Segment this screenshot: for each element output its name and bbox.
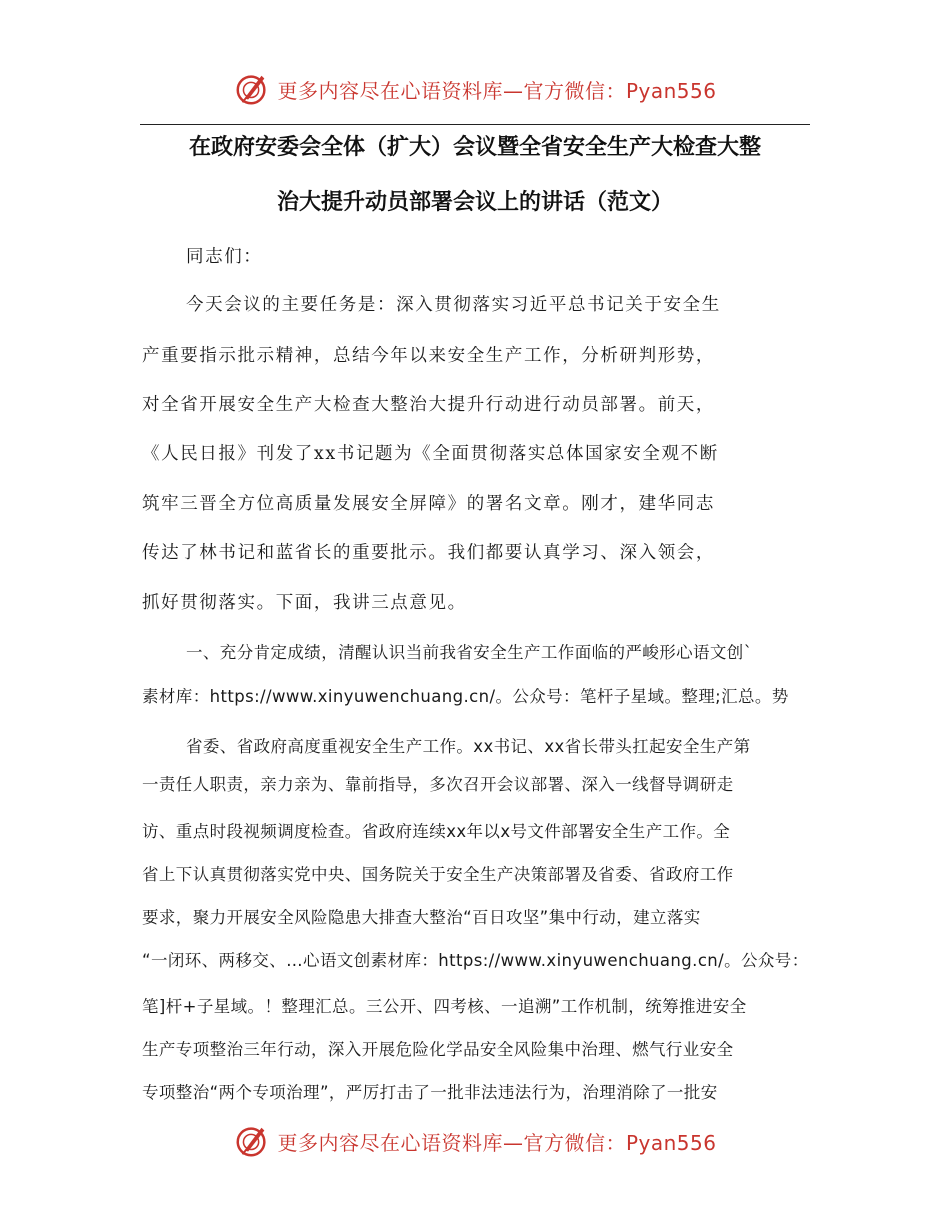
body-line: 产重要指示批示精神，总结今年以来安全生产工作，分析研判形势， — [142, 346, 715, 366]
body-line: 今天会议的主要任务是：深入贯彻落实习近平总书记关于安全生 — [186, 295, 721, 315]
body-line: “一闭环、两移交、…心语文创素材库：https://www.xinyuwenchuang.cn/。公众号： — [142, 951, 809, 970]
header-banner — [0, 67, 950, 111]
body-line: 访、重点时段视频调度检查。省政府连续xx年以x号文件部署安全生产工作。全 — [142, 822, 731, 841]
header-banner-text: 更多内容尽在心语资料库—官方微信：Pyan556 — [277, 78, 717, 103]
body-line: 省委、省政府高度重视安全生产工作。xx书记、xx省长带头扛起安全生产第 — [186, 737, 751, 756]
body-line: 筑牢三晋全方位高质量发展安全屏障》的署名文章。刚才，建华同志 — [142, 494, 715, 514]
footer-banner — [0, 1119, 950, 1163]
body-line: 抓好贯彻落实。下面，我讲三点意见。 — [142, 593, 467, 613]
quill-logo-icon — [233, 1122, 271, 1160]
body-line: 笔]杆+子星域。！整理汇总。三公开、四考核、一追溯”工作机制，统筹推进安全 — [142, 997, 747, 1016]
body-line: 专项整治“两个专项治理”，严厉打击了一批非法违法行为，治理消除了一批安 — [142, 1083, 718, 1102]
body-line: 要求，聚力开展安全风险隐患大排查大整治“百日攻坚”集中行动，建立落实 — [142, 908, 701, 927]
body-line: 素材库：https://www.xinyuwenchuang.cn/。公众号：笔杆子星域。整理;汇总。势 — [142, 687, 789, 706]
header-divider — [140, 124, 810, 125]
page-title-line-2: 治大提升动员部署会议上的讲话（范文） — [276, 190, 673, 215]
footer-banner-text: 更多内容尽在心语资料库—官方微信：Pyan556 — [277, 1130, 717, 1155]
body-line: 省上下认真贯彻落实党中央、国务院关于安全生产决策部署及省委、省政府工作 — [142, 865, 734, 884]
body-line: 同志们： — [186, 247, 263, 267]
body-line: 一、充分肯定成绩，清醒认识当前我省安全生产工作面临的严峻形心语文创` — [186, 643, 753, 662]
body-line: 传达了林书记和蓝省长的重要批示。我们都要认真学习、深入领会， — [142, 543, 715, 563]
page-title-line-1: 在政府安委会全体（扩大）会议暨全省安全生产大检查大整 — [188, 135, 761, 160]
body-line: 对全省开展安全生产大检查大整治大提升行动进行动员部署。前天， — [142, 395, 715, 415]
body-line: 生产专项整治三年行动，深入开展危险化学品安全风险集中治理、燃气行业安全 — [142, 1040, 734, 1059]
body-line: 《人民日报》刊发了xx书记题为《全面贯彻落实总体国家安全观不断 — [142, 444, 719, 464]
body-line: 一责任人职责，亲力亲为、靠前指导，多次召开会议部署、深入一线督导调研走 — [142, 775, 734, 794]
quill-logo-icon — [233, 70, 271, 108]
